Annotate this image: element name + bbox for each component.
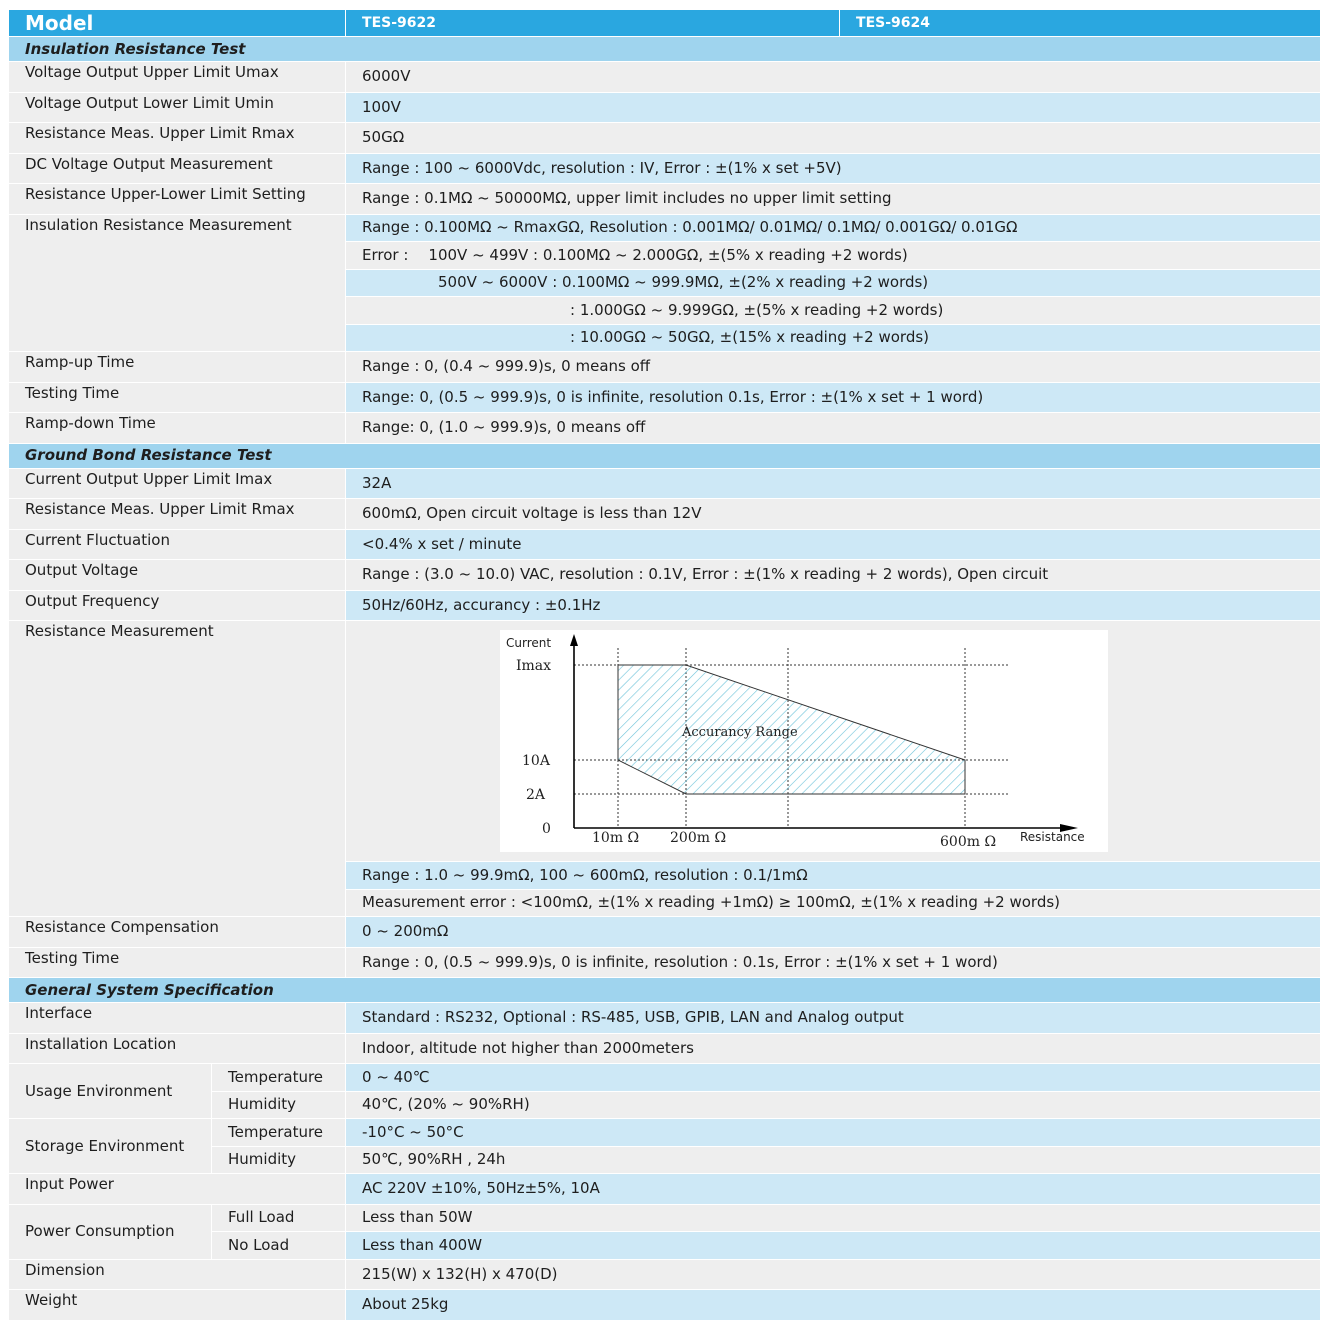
table-row: DC Voltage Output Measurement Range : 100 ~ 6000Vdc, resolution : IV, Error : ±(1% x set +5V): [9, 153, 1320, 184]
table-row: Range : 1.0 ~ 99.9mΩ, 100 ~ 600mΩ, resolution : 0.1/1mΩ: [9, 862, 1320, 890]
table-row: Current Output Upper Limit Imax 32A: [9, 468, 1320, 499]
table-row: Output Frequency 50Hz/60Hz, accurancy : ±0.1Hz: [9, 590, 1320, 621]
table-row: Ramp-down Time Range: 0, (1.0 ~ 999.9)s, 0 means off: [9, 413, 1320, 444]
table-row: Resistance Upper-Lower Limit Setting Range : 0.1MΩ ~ 50000MΩ, upper limit includes no upper limit setting: [9, 184, 1320, 215]
table-row: Storage Environment Temperature -10°C ~ 50°C: [9, 1119, 1320, 1147]
y-axis-title: Current: [506, 636, 551, 650]
table-row: : 1.000GΩ ~ 9.999GΩ, ±(5% x reading +2 words): [9, 297, 1320, 325]
accuracy-range-svg: [500, 630, 1108, 852]
table-row: No Load Less than 400W: [9, 1232, 1320, 1260]
table-row: Dimension 215(W) x 132(H) x 470(D): [9, 1259, 1320, 1290]
section-insulation: Insulation Resistance Test: [9, 37, 1320, 62]
table-row: Input Power AC 220V ±10%, 50Hz±5%, 10A: [9, 1174, 1320, 1205]
table-row: Humidity 40℃, (20% ~ 90%RH): [9, 1091, 1320, 1119]
region-label: Accurancy Range: [681, 725, 798, 740]
table-row: Resistance Measurement Current Resistance Imax 10A 2A 0 10m Ω 200m Ω 600m Ω Accurancy Range: [9, 621, 1320, 862]
table-row: Interface Standard : RS232, Optional : RS-485, USB, GPIB, LAN and Analog output: [9, 1003, 1320, 1034]
x-axis-title: Resistance: [1020, 830, 1085, 844]
table-row: Ramp-up Time Range : 0, (0.4 ~ 999.9)s, 0 means off: [9, 352, 1320, 383]
table-row: Output Voltage Range : (3.0 ~ 10.0) VAC, resolution : 0.1V, Error : ±(1% x reading + 2 words), Open circuit: [9, 560, 1320, 591]
y-tick-label: 2A: [526, 787, 546, 803]
table-row: Current Fluctuation <0.4% x set / minute: [9, 529, 1320, 560]
table-row: Power Consumption Full Load Less than 50W: [9, 1204, 1320, 1232]
section-ground-bond: Ground Bond Resistance Test: [9, 443, 1320, 468]
model-header: Model: [9, 10, 346, 37]
table-row: Usage Environment Temperature 0 ~ 40℃: [9, 1064, 1320, 1092]
table-row: Voltage Output Lower Limit Umin 100V: [9, 92, 1320, 123]
table-row: Resistance Meas. Upper Limit Rmax 600mΩ, Open circuit voltage is less than 12V: [9, 499, 1320, 530]
x-tick-label: 600m Ω: [940, 834, 996, 850]
section-general: General System Specification: [9, 978, 1320, 1003]
table-row: Resistance Compensation 0 ~ 200mΩ: [9, 917, 1320, 948]
spec-table: [8, 9, 1320, 1321]
y-axis-arrow: [570, 634, 578, 646]
table-row: Installation Location Indoor, altitude not higher than 2000meters: [9, 1033, 1320, 1064]
table-row: Resistance Meas. Upper Limit Rmax 50GΩ: [9, 123, 1320, 154]
table-row: Voltage Output Upper Limit Umax 6000V: [9, 62, 1320, 93]
y-tick-label: 0: [542, 821, 551, 837]
table-row: Testing Time Range: 0, (0.5 ~ 999.9)s, 0 is infinite, resolution 0.1s, Error : ±(1% x set + 1 word): [9, 382, 1320, 413]
table-row: Insulation Resistance Measurement Range : 0.100MΩ ~ RmaxGΩ, Resolution : 0.001MΩ/ 0.01MΩ/ 0.1MΩ/ 0.001GΩ/ 0.01GΩ: [9, 214, 1320, 242]
model-tes-9624: TES-9624: [840, 10, 1320, 37]
table-row: Testing Time Range : 0, (0.5 ~ 999.9)s, 0 is infinite, resolution : 0.1s, Error : ±(1% x set + 1 word): [9, 947, 1320, 978]
model-tes-9622: TES-9622: [346, 10, 840, 37]
table-row: 500V ~ 6000V : 0.100MΩ ~ 999.9MΩ, ±(2% x reading +2 words): [9, 269, 1320, 297]
table-row: Humidity 50℃, 90%RH , 24h: [9, 1146, 1320, 1174]
table-row: : 10.00GΩ ~ 50GΩ, ±(15% x reading +2 words): [9, 324, 1320, 352]
y-tick-label: 10A: [522, 753, 551, 769]
x-tick-label: 10m Ω: [592, 830, 639, 846]
table-row: Weight About 25kg: [9, 1290, 1320, 1321]
table-row: Measurement error : <100mΩ, ±(1% x reading +1mΩ) ≥ 100mΩ, ±(1% x reading +2 words): [9, 889, 1320, 917]
y-tick-label: Imax: [516, 658, 551, 674]
model-header-row: [9, 10, 1320, 37]
x-tick-label: 200m Ω: [670, 830, 726, 846]
table-row: Error : 100V ~ 499V : 0.100MΩ ~ 2.000GΩ, ±(5% x reading +2 words): [9, 242, 1320, 270]
accuracy-range-chart: [500, 630, 1108, 852]
